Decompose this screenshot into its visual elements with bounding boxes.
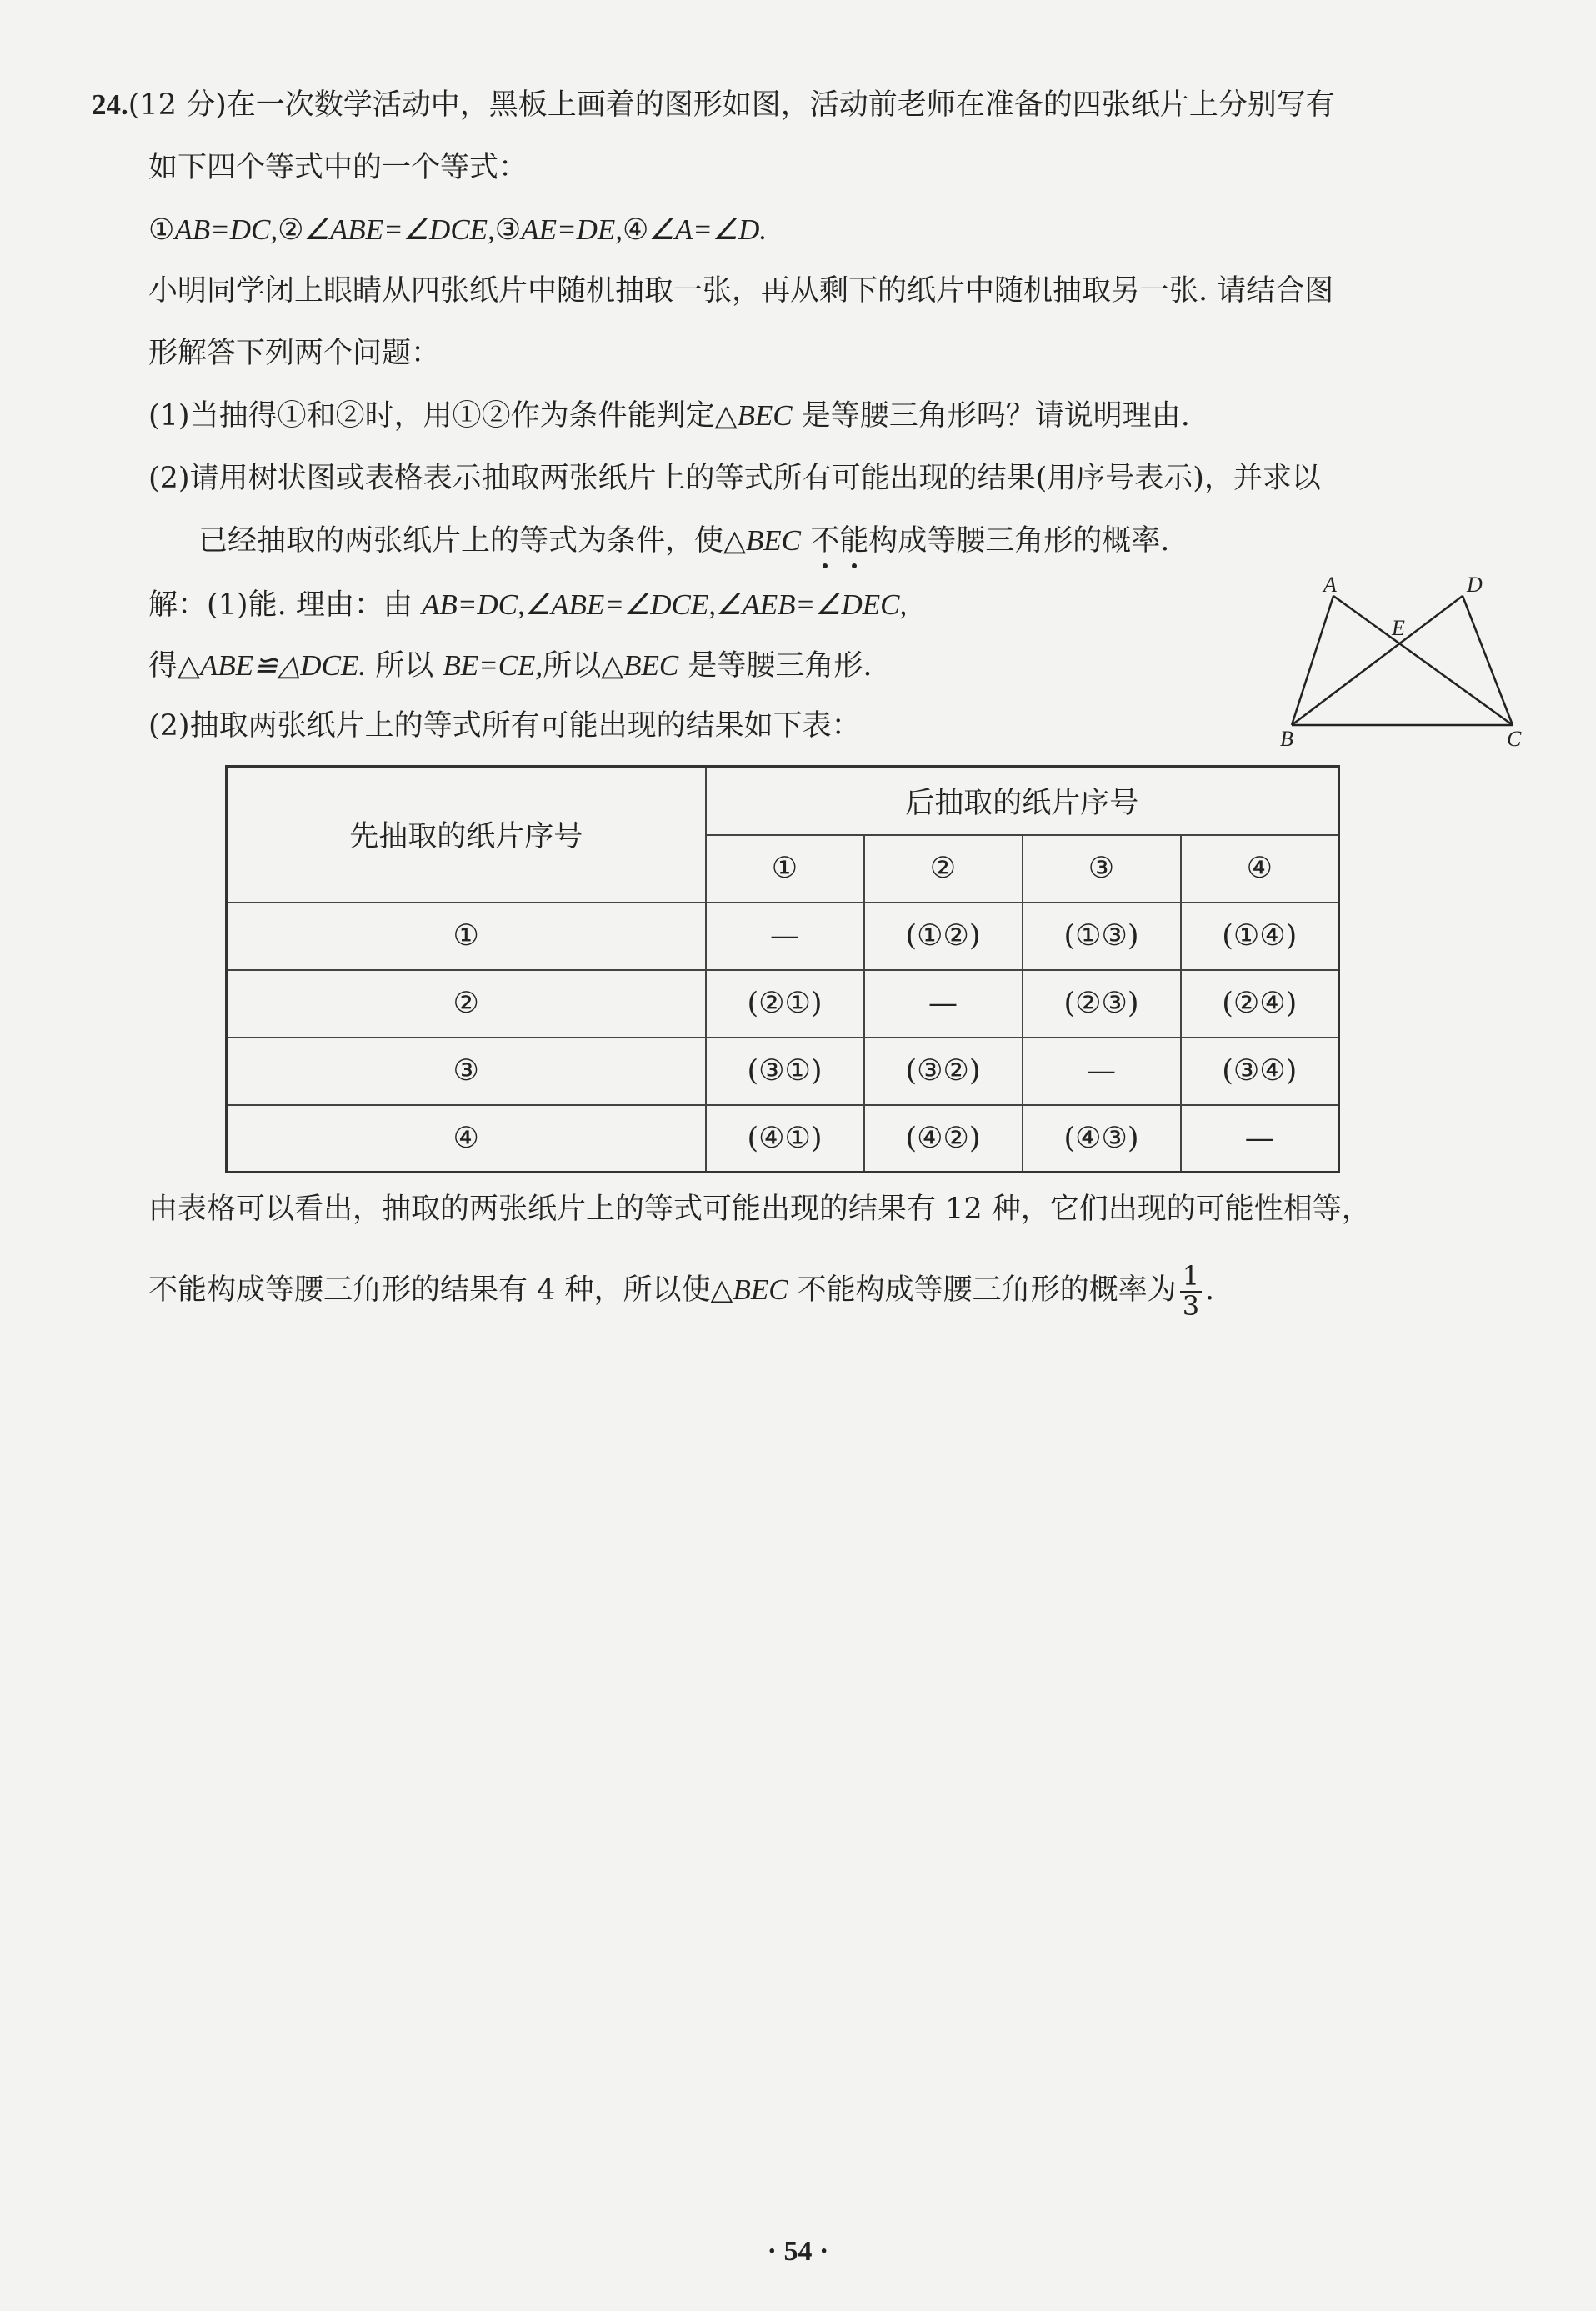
solution-1-text: 解：(1)能. 理由：由 bbox=[148, 588, 422, 622]
solution-2-b: ABE≌△DCE. bbox=[199, 649, 367, 682]
part2-text-c: 构成等腰三角形的概率. bbox=[868, 524, 1170, 558]
row-label: ② bbox=[227, 970, 706, 1038]
page-number: · 54 · bbox=[767, 2236, 829, 2267]
segment-ac bbox=[1333, 596, 1513, 725]
table-cell: (②③) bbox=[1023, 970, 1181, 1038]
label-b: B bbox=[1280, 727, 1293, 750]
equation-list bbox=[148, 213, 767, 248]
solution-2-d: BE=CE, bbox=[443, 649, 543, 682]
emphasis-char-1: 不 bbox=[810, 524, 840, 558]
part1-question bbox=[148, 398, 1190, 433]
table-cell: (①④) bbox=[1181, 903, 1339, 970]
solution-2-c: 所以 bbox=[366, 649, 443, 683]
question-text: (12 分)在一次数学活动中，黑板上画着的图形如图，活动前老师在准备的四张纸片上分别写有 bbox=[128, 88, 1335, 122]
eq2-marker: ② bbox=[278, 213, 304, 247]
solution-line-3: (2)抽取两张纸片上的等式所有可能出现的结果如下表： bbox=[148, 709, 861, 743]
table-cell: — bbox=[706, 903, 864, 970]
part2-triangle: BEC bbox=[745, 524, 802, 557]
col-label: ③ bbox=[1023, 835, 1181, 903]
table-cell: (①③) bbox=[1023, 903, 1181, 970]
table-row bbox=[227, 903, 1339, 970]
col-label: ② bbox=[864, 835, 1023, 903]
table-cell: (③①) bbox=[706, 1038, 864, 1105]
conclusion-2-c: 不能构成等腰三角形的概率为 bbox=[788, 1273, 1177, 1308]
conclusion-line-2 bbox=[148, 1260, 1215, 1322]
label-d: D bbox=[1467, 575, 1483, 597]
solution-2-f: BEC bbox=[623, 649, 679, 682]
segment-dc bbox=[1463, 596, 1513, 725]
part1-text-a: (1)当抽得①和②时，用①②作为条件能判定△ bbox=[148, 399, 738, 433]
table-cell: (④③) bbox=[1023, 1105, 1181, 1173]
part2-question-line-2 bbox=[198, 523, 1169, 558]
solution-line-2 bbox=[148, 648, 872, 683]
col-header: 后抽取的纸片序号 bbox=[706, 767, 1339, 835]
solution-2-e: 所以△ bbox=[543, 649, 624, 683]
table-cell: — bbox=[1181, 1105, 1339, 1173]
table-cell: (③②) bbox=[864, 1038, 1023, 1105]
part2-question-line-1: (2)请用树状图或表格表示抽取两张纸片上的等式所有可能出现的结果(用序号表示)，并求以 bbox=[148, 462, 1321, 495]
eq4: ∠A=∠D. bbox=[648, 213, 768, 246]
solution-2-a: 得△ bbox=[148, 649, 200, 683]
part2-space bbox=[801, 524, 810, 558]
solution-line-1 bbox=[148, 588, 907, 623]
part1-text-c: 是等腰三角形吗？请说明理由. bbox=[792, 399, 1190, 433]
table-row bbox=[227, 970, 1339, 1038]
segment-ab bbox=[1292, 596, 1333, 725]
table-row bbox=[227, 1038, 1339, 1105]
table-cell: (②④) bbox=[1181, 970, 1339, 1038]
table-cell: — bbox=[864, 970, 1023, 1038]
probability-fraction bbox=[1180, 1260, 1202, 1322]
question-number: 24. bbox=[92, 88, 128, 121]
col-label: ① bbox=[706, 835, 864, 903]
table-row bbox=[227, 1105, 1339, 1173]
part1-triangle: BEC bbox=[737, 399, 793, 432]
part2-text-a: 已经抽取的两张纸片上的等式为条件，使△ bbox=[198, 524, 746, 558]
row-header: 先抽取的纸片序号 bbox=[227, 767, 706, 903]
conclusion-2-a: 不能构成等腰三角形的结果有 4 种，所以使△ bbox=[148, 1273, 733, 1308]
conclusion-line-1: 由表格可以看出，抽取的两张纸片上的等式可能出现的结果有 12 种，它们出现的可能性相等， bbox=[148, 1193, 1371, 1226]
table-cell: (④②) bbox=[864, 1105, 1023, 1173]
col-label: ④ bbox=[1181, 835, 1339, 903]
eq1-marker: ① bbox=[148, 213, 175, 247]
geometry-figure bbox=[1275, 575, 1525, 750]
outcome-table bbox=[225, 765, 1340, 1173]
fraction-numerator: 1 bbox=[1180, 1263, 1202, 1293]
conclusion-2-triangle: BEC bbox=[733, 1273, 788, 1307]
solution-1-math: AB=DC,∠ABE=∠DCE,∠AEB=∠DEC, bbox=[421, 588, 908, 621]
solution-2-g: 是等腰三角形. bbox=[678, 649, 873, 683]
label-a: A bbox=[1323, 575, 1337, 597]
row-label: ③ bbox=[227, 1038, 706, 1105]
label-c: C bbox=[1507, 727, 1522, 750]
segment-db bbox=[1292, 596, 1463, 725]
conclusion-period: . bbox=[1205, 1273, 1215, 1308]
eq3: AE=DE, bbox=[521, 213, 623, 246]
table-cell: (①②) bbox=[864, 903, 1023, 970]
eq1: AB=DC, bbox=[174, 213, 278, 246]
label-e: E bbox=[1392, 616, 1405, 640]
row-label: ④ bbox=[227, 1105, 706, 1173]
question-line-2: 如下四个等式中的一个等式： bbox=[148, 151, 528, 184]
table-cell: — bbox=[1023, 1038, 1181, 1105]
row-label: ① bbox=[227, 903, 706, 970]
question-line-4: 小明同学闭上眼睛从四张纸片中随机抽取一张，再从剩下的纸片中随机抽取另一张. 请结合图 bbox=[148, 274, 1334, 308]
fraction-denominator: 3 bbox=[1182, 1289, 1200, 1322]
emphasis-char-2: 能 bbox=[839, 524, 869, 558]
eq2: ∠ABE=∠DCE, bbox=[303, 213, 495, 246]
eq4-marker: ④ bbox=[622, 213, 649, 247]
eq3-marker: ③ bbox=[494, 213, 522, 247]
question-line-5: 形解答下列两个问题： bbox=[148, 337, 441, 370]
table-cell: (④①) bbox=[706, 1105, 864, 1173]
table-cell: (③④) bbox=[1181, 1038, 1339, 1105]
question-line-1 bbox=[92, 88, 1335, 123]
table-cell: (②①) bbox=[706, 970, 864, 1038]
